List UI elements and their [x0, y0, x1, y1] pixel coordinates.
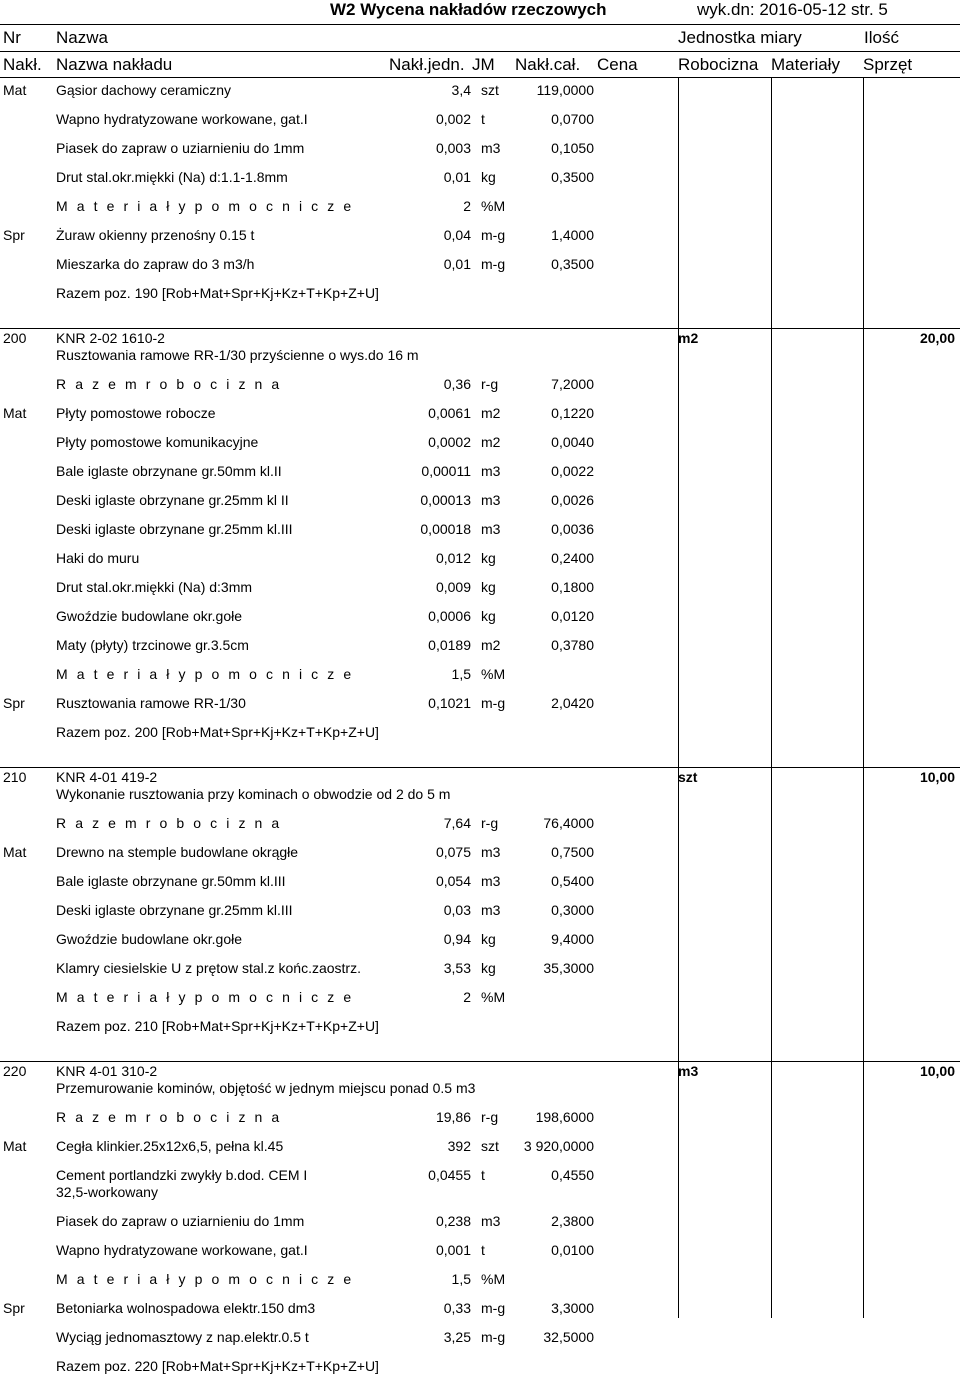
position-total-row [0, 1358, 960, 1382]
row-total-norm: 0,0022 [551, 463, 594, 479]
col-sprzet: Sprzęt [863, 55, 913, 74]
row-name: Maty (płyty) trzcinowe gr.3.5cm [56, 637, 249, 653]
row-name: Razem poz. 210 [Rob+Mat+Spr+Kj+Kz+T+Kp+Z+U] [56, 1018, 379, 1034]
row-unit: m-g [481, 1300, 506, 1316]
table-row [0, 902, 960, 926]
row-unit: kg [481, 550, 496, 566]
row-name: Piasek do zapraw o uziarnieniu do 1mm [56, 140, 305, 156]
row-total-norm: 0,0026 [551, 492, 594, 508]
table-row [0, 1138, 960, 1162]
row-unit: m3 [481, 140, 501, 156]
row-total-norm: 0,5400 [551, 873, 594, 889]
table-row [0, 666, 960, 690]
row-total-norm: 1,4000 [551, 227, 594, 243]
position-amount: 10,00 [919, 769, 955, 785]
row-name: R a z e m r o b o c i z n a [56, 815, 282, 831]
table-row [0, 111, 960, 135]
position-knr: KNR 4-01 419-2 [56, 769, 158, 785]
position-header [0, 769, 960, 811]
row-unit: m-g [481, 1329, 506, 1345]
table-row [0, 1329, 960, 1353]
position-number: 210 [3, 769, 27, 785]
row-unit-norm: 0,238 [435, 1213, 471, 1229]
row-name: Wyciąg jednomasztowy z nap.elektr.0.5 t [56, 1329, 309, 1345]
position-amount: 20,00 [919, 330, 955, 346]
row-type: Mat [3, 844, 27, 860]
row-unit-norm: 0,01 [443, 256, 471, 272]
section-rule [0, 328, 960, 329]
table-row [0, 815, 960, 839]
row-type: Mat [3, 1138, 27, 1154]
row-name: Drut stal.okr.miękki (Na) d:1.1-1.8mm [56, 169, 288, 185]
header-rule-top [0, 24, 960, 25]
row-unit-norm: 19,86 [435, 1109, 471, 1125]
table-row [0, 1109, 960, 1133]
position-unit: m2 [678, 330, 699, 346]
row-unit: szt [481, 1138, 499, 1154]
row-unit: m3 [481, 844, 501, 860]
row-name: Razem poz. 190 [Rob+Mat+Spr+Kj+Kz+T+Kp+Z+U] [56, 285, 379, 301]
row-unit: m3 [481, 873, 501, 889]
row-unit-norm: 0,00018 [420, 521, 471, 537]
row-unit-norm: 0,01 [443, 169, 471, 185]
row-total-norm: 0,0120 [551, 608, 594, 624]
row-unit-norm: 0,00011 [421, 463, 471, 479]
row-unit: kg [481, 960, 496, 976]
table-row [0, 463, 960, 487]
row-total-norm: 0,2400 [551, 550, 594, 566]
table-row [0, 550, 960, 574]
row-name: Haki do muru [56, 550, 140, 566]
position-number: 200 [3, 330, 27, 346]
row-total-norm: 0,0100 [551, 1242, 594, 1258]
row-unit: m3 [481, 1213, 501, 1229]
table-row [0, 579, 960, 603]
row-unit-norm: 3,53 [443, 960, 471, 976]
row-unit: t [481, 1242, 485, 1258]
row-unit-norm: 0,04 [443, 227, 471, 243]
position-total-row [0, 285, 960, 309]
row-unit: m3 [481, 521, 501, 537]
row-unit-norm: 0,94 [443, 931, 471, 947]
table-row [0, 434, 960, 458]
table-row [0, 169, 960, 193]
row-unit-norm: 0,003 [435, 140, 471, 156]
row-name: Razem poz. 220 [Rob+Mat+Spr+Kj+Kz+T+Kp+Z+U] [56, 1358, 379, 1374]
row-unit: m-g [481, 227, 506, 243]
row-unit-norm: 0,001 [435, 1242, 471, 1258]
row-unit: t [481, 111, 485, 127]
row-total-norm: 32,5000 [543, 1329, 594, 1345]
position-unit: szt [678, 769, 698, 785]
row-unit-norm: 0,0061 [428, 405, 471, 421]
section-rule [0, 1061, 960, 1062]
table-row [0, 695, 960, 719]
row-name: Deski iglaste obrzynane gr.25mm kl II [56, 492, 289, 508]
table-row [0, 256, 960, 280]
row-total-norm: 7,2000 [551, 376, 594, 392]
row-unit: m-g [481, 256, 506, 272]
row-unit-norm: 0,03 [443, 902, 471, 918]
row-name: Wapno hydratyzowane workowane, gat.I [56, 1242, 308, 1258]
position-description: Rusztowania ramowe RR-1/30 przyścienne o wys.do 16 m [56, 347, 419, 363]
row-unit: m2 [481, 434, 501, 450]
row-total-norm: 3 920,0000 [523, 1138, 594, 1154]
table-row [0, 960, 960, 984]
report-title: W2 Wycena nakładów rzeczowych [330, 0, 607, 19]
row-total-norm: 0,3500 [551, 256, 594, 272]
row-name-continued: 32,5-workowany [56, 1184, 158, 1200]
table-row [0, 405, 960, 429]
row-name: Deski iglaste obrzynane gr.25mm kl.III [56, 902, 293, 918]
table-row [0, 1242, 960, 1266]
row-name: Cement portlandzki zwykły b.dod. CEM I [56, 1167, 308, 1183]
col-nakl-cal: Nakł.cał. [515, 55, 581, 74]
row-unit: szt [481, 82, 499, 98]
row-unit: kg [481, 579, 496, 595]
row-type: Spr [3, 1300, 25, 1316]
row-unit-norm: 0,054 [435, 873, 471, 889]
row-name: R a z e m r o b o c i z n a [56, 1109, 282, 1125]
table-row [0, 844, 960, 868]
row-total-norm: 0,7500 [551, 844, 594, 860]
row-name: Cegła klinkier.25x12x6,5, pełna kl.45 [56, 1138, 284, 1154]
col-robocizna: Robocizna [678, 55, 759, 74]
col-materialy: Materiały [771, 55, 840, 74]
position-description: Wykonanie rusztowania przy kominach o obwodzie od 2 do 5 m [56, 786, 451, 802]
row-unit: m3 [481, 492, 501, 508]
report-date-page: wyk.dn: 2016-05-12 str. 5 [697, 0, 888, 19]
table-row [0, 1167, 960, 1200]
row-name: Deski iglaste obrzynane gr.25mm kl.III [56, 521, 293, 537]
row-unit: m3 [481, 902, 501, 918]
row-total-norm: 0,3780 [551, 637, 594, 653]
table-row [0, 608, 960, 632]
table-row [0, 140, 960, 164]
row-name: Gąsior dachowy ceramiczny [56, 82, 232, 98]
row-unit: kg [481, 608, 496, 624]
row-unit-norm: 3,4 [451, 82, 471, 98]
table-row [0, 637, 960, 661]
row-name: Gwoździe budowlane okr.gołe [56, 608, 243, 624]
row-unit: %M [481, 666, 506, 682]
row-total-norm: 76,4000 [543, 815, 594, 831]
row-unit-norm: 0,075 [435, 844, 471, 860]
section-rule [0, 767, 960, 768]
row-unit-norm: 392 [447, 1138, 471, 1154]
row-total-norm: 2,0420 [551, 695, 594, 711]
row-name: Płyty pomostowe komunikacyjne [56, 434, 259, 450]
row-total-norm: 2,3800 [551, 1213, 594, 1229]
row-unit-norm: 0,33 [443, 1300, 471, 1316]
table-row [0, 1271, 960, 1295]
table-row [0, 492, 960, 516]
column-guide [771, 78, 772, 1318]
row-unit-norm: 7,64 [443, 815, 471, 831]
position-header [0, 330, 960, 372]
row-unit: kg [481, 169, 496, 185]
col-cena: Cena [597, 55, 638, 74]
row-type: Spr [3, 227, 25, 243]
row-total-norm: 0,1050 [551, 140, 594, 156]
position-header [0, 1063, 960, 1105]
row-total-norm: 0,3000 [551, 902, 594, 918]
row-unit: m2 [481, 637, 501, 653]
col-ilosc: Ilość [864, 28, 899, 47]
position-amount: 10,00 [919, 1063, 955, 1079]
row-name: Drut stal.okr.miękki (Na) d:3mm [56, 579, 253, 595]
row-name: Rusztowania ramowe RR-1/30 [56, 695, 246, 711]
row-name: Betoniarka wolnospadowa elektr.150 dm3 [56, 1300, 316, 1316]
position-number: 220 [3, 1063, 27, 1079]
header-rule-mid [0, 51, 960, 52]
row-name: Płyty pomostowe robocze [56, 405, 216, 421]
table-row [0, 1300, 960, 1324]
row-unit-norm: 0,1021 [428, 695, 471, 711]
row-unit-norm: 3,25 [443, 1329, 471, 1345]
row-total-norm: 3,3000 [551, 1300, 594, 1316]
row-name: Bale iglaste obrzynane gr.50mm kl.II [56, 463, 282, 479]
row-type: Mat [3, 405, 27, 421]
table-row [0, 989, 960, 1013]
row-name: M a t e r i a ł y p o m o c n i c z e [56, 198, 354, 214]
row-total-norm: 0,1800 [551, 579, 594, 595]
row-unit: r-g [481, 815, 499, 831]
row-unit: m-g [481, 695, 506, 711]
row-name: M a t e r i a ł y p o m o c n i c z e [56, 989, 354, 1005]
row-name: Piasek do zapraw o uziarnieniu do 1mm [56, 1213, 305, 1229]
row-unit-norm: 0,0006 [428, 608, 471, 624]
table-row [0, 82, 960, 106]
row-unit: %M [481, 1271, 506, 1287]
row-unit-norm: 0,009 [435, 579, 471, 595]
row-unit: %M [481, 198, 506, 214]
row-total-norm: 9,4000 [551, 931, 594, 947]
row-total-norm: 0,0036 [551, 521, 594, 537]
position-knr: KNR 4-01 310-2 [56, 1063, 158, 1079]
row-name: Wapno hydratyzowane workowane, gat.I [56, 111, 308, 127]
table-row [0, 227, 960, 251]
row-unit: %M [481, 989, 506, 1005]
row-unit: t [481, 1167, 485, 1183]
row-total-norm: 0,3500 [551, 169, 594, 185]
row-name: Bale iglaste obrzynane gr.50mm kl.III [56, 873, 286, 889]
col-jednostka-miary: Jednostka miary [678, 28, 802, 47]
table-row [0, 1213, 960, 1237]
row-unit-norm: 0,012 [435, 550, 471, 566]
row-unit: r-g [481, 1109, 499, 1125]
col-nakl: Nakł. [3, 55, 42, 74]
row-unit-norm: 0,0002 [428, 434, 471, 450]
col-nr: Nr [3, 28, 21, 47]
row-unit: m2 [481, 405, 501, 421]
row-name: M a t e r i a ł y p o m o c n i c z e [56, 666, 354, 682]
row-total-norm: 0,0700 [551, 111, 594, 127]
col-nazwa: Nazwa [56, 28, 108, 47]
col-jm: JM [472, 55, 495, 74]
table-row [0, 521, 960, 545]
col-nakl-jedn: Nakł.jedn. [389, 55, 465, 74]
row-name: Mieszarka do zapraw do 3 m3/h [56, 256, 255, 272]
row-type: Mat [3, 82, 27, 98]
row-unit-norm: 0,00013 [420, 492, 471, 508]
table-row [0, 376, 960, 400]
row-unit-norm: 2 [463, 198, 471, 214]
row-total-norm: 0,0040 [551, 434, 594, 450]
row-unit: m3 [481, 463, 501, 479]
position-description: Przemurowanie kominów, objętość w jednym miejscu ponad 0.5 m3 [56, 1080, 476, 1096]
row-unit-norm: 1,5 [451, 1271, 471, 1287]
column-guide [863, 78, 864, 1318]
position-total-row [0, 724, 960, 748]
row-unit-norm: 0,36 [443, 376, 471, 392]
row-name: Gwoździe budowlane okr.gołe [56, 931, 243, 947]
row-unit: r-g [481, 376, 499, 392]
row-total-norm: 119,0000 [536, 82, 594, 98]
table-row [0, 931, 960, 955]
position-unit: m3 [678, 1063, 699, 1079]
position-knr: KNR 2-02 1610-2 [56, 330, 165, 346]
row-name: R a z e m r o b o c i z n a [56, 376, 282, 392]
row-name: Drewno na stemple budowlane okrągłe [56, 844, 299, 860]
row-total-norm: 0,4550 [551, 1167, 594, 1183]
row-total-norm: 0,1220 [551, 405, 594, 421]
row-unit-norm: 2 [463, 989, 471, 1005]
row-unit: kg [481, 931, 496, 947]
row-name: Żuraw okienny przenośny 0.15 t [56, 227, 255, 243]
row-type: Spr [3, 695, 25, 711]
row-name: Razem poz. 200 [Rob+Mat+Spr+Kj+Kz+T+Kp+Z+U] [56, 724, 379, 740]
table-row [0, 873, 960, 897]
row-unit-norm: 0,002 [435, 111, 471, 127]
row-total-norm: 198,6000 [535, 1109, 594, 1125]
row-name: M a t e r i a ł y p o m o c n i c z e [56, 1271, 354, 1287]
row-unit-norm: 0,0455 [428, 1167, 471, 1183]
row-unit-norm: 1,5 [451, 666, 471, 682]
row-total-norm: 35,3000 [543, 960, 594, 976]
row-unit-norm: 0,0189 [428, 637, 471, 653]
header-rule-bottom [0, 77, 960, 78]
column-guide [678, 78, 679, 1318]
position-total-row [0, 1018, 960, 1042]
table-row [0, 198, 960, 222]
row-name: Klamry ciesielskie U z prętow stal.z końc.zaostrz. [56, 960, 361, 976]
col-nazwa-nakladu: Nazwa nakładu [56, 55, 173, 74]
